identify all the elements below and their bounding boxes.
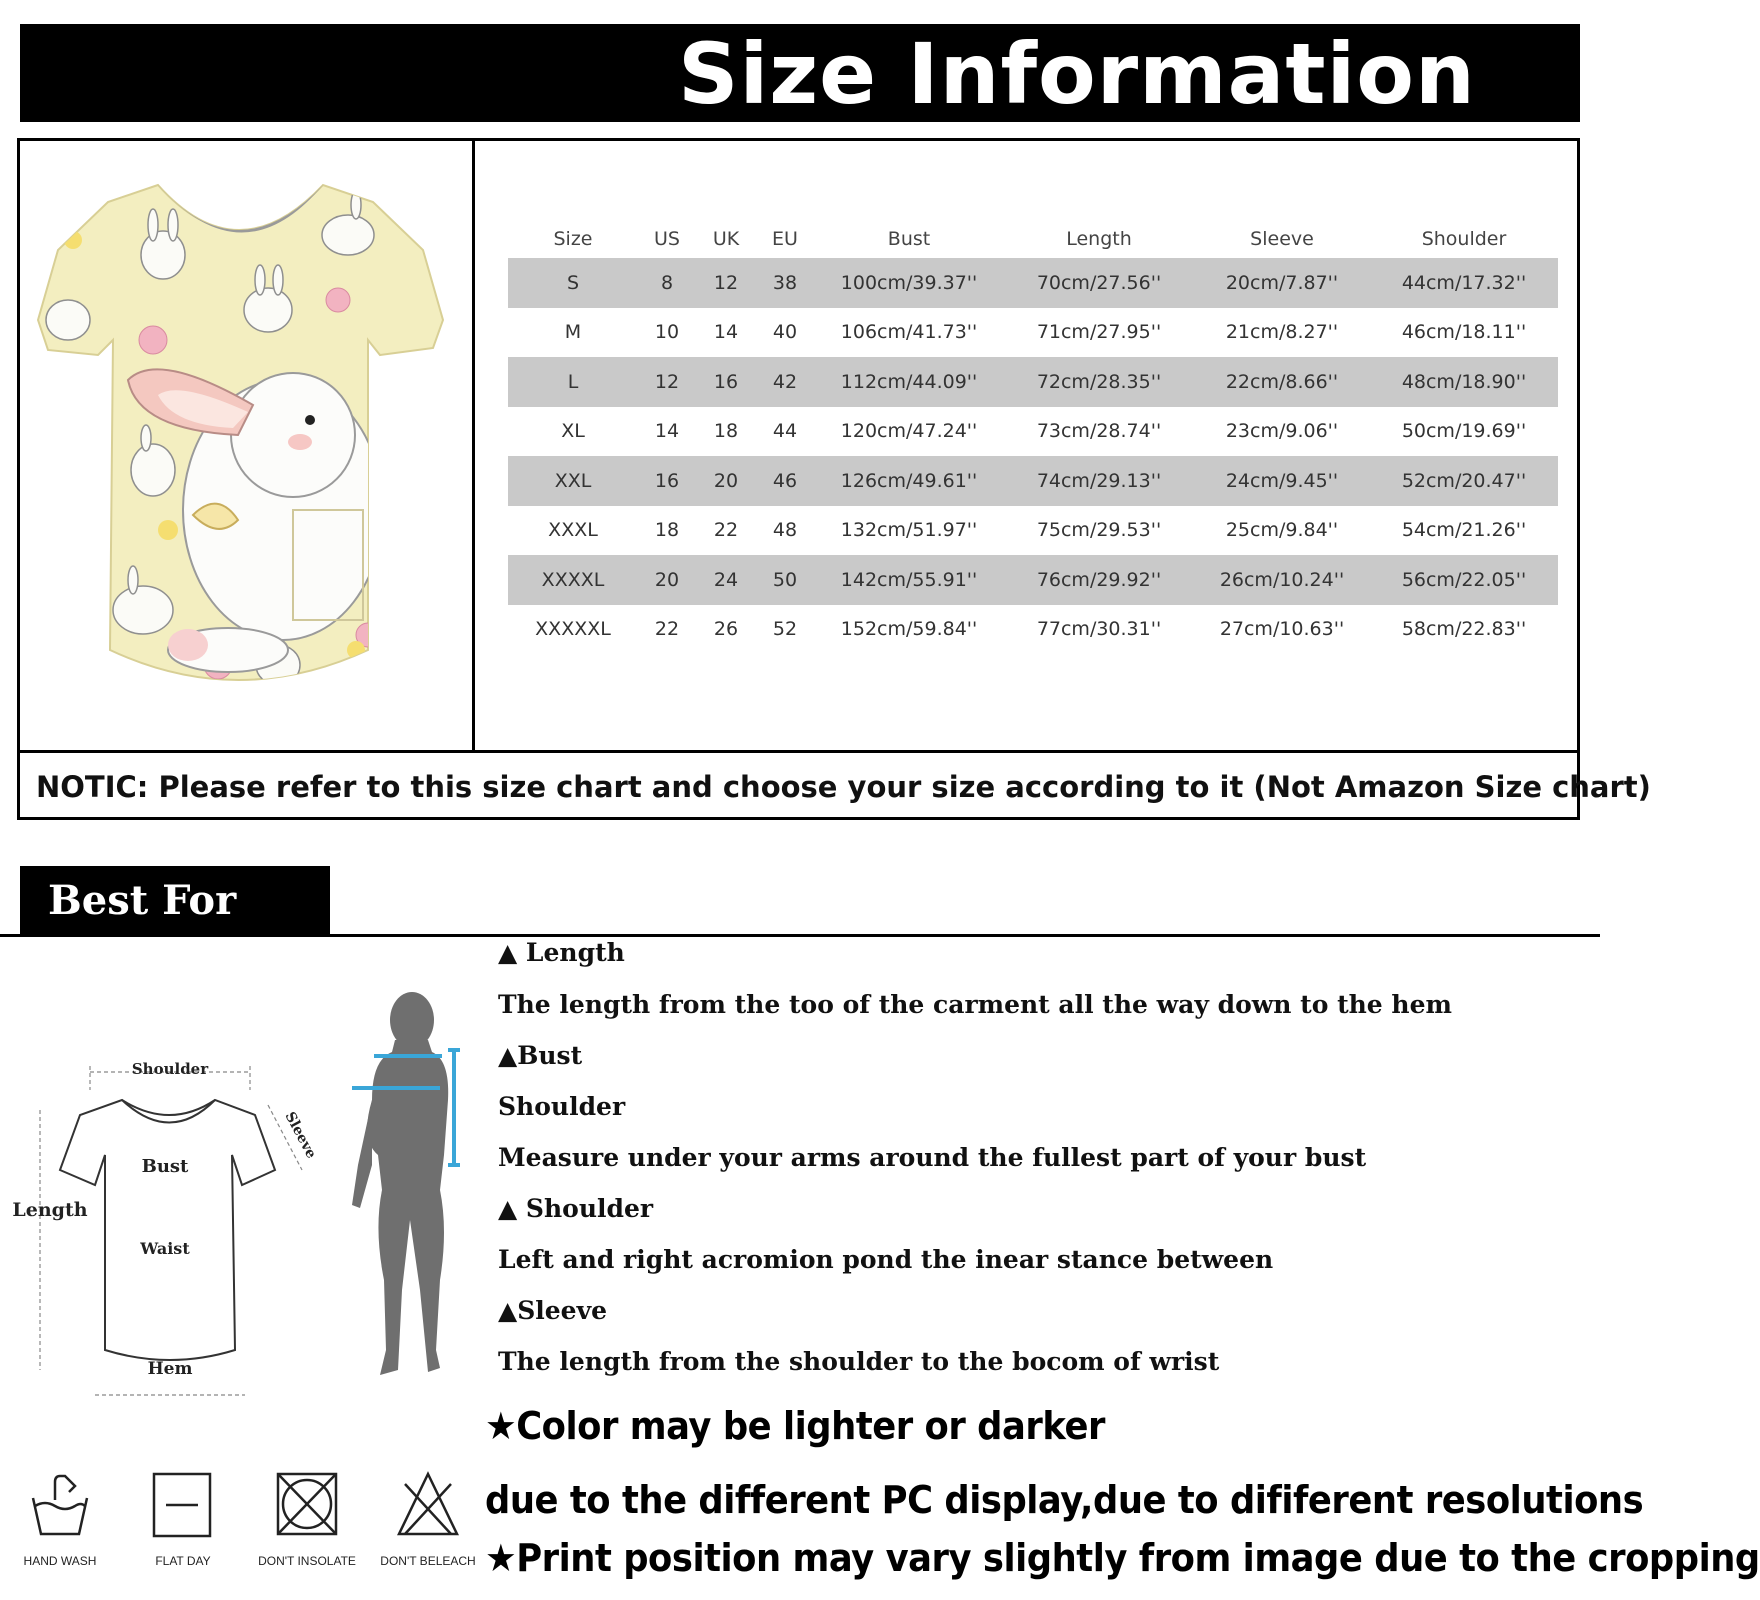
sleeve-cell: 22cm/8.66'' bbox=[1225, 370, 1339, 393]
table-row bbox=[508, 258, 1558, 308]
sleeve-cell: 25cm/9.84'' bbox=[1225, 519, 1339, 542]
column-header: Shoulder bbox=[1421, 228, 1507, 250]
column-header: UK bbox=[712, 228, 740, 250]
us-cell: 18 bbox=[654, 519, 680, 542]
desc-bust-heading: ▲Bust bbox=[498, 1041, 583, 1070]
desc-shoulder-heading: ▲ Shoulder bbox=[498, 1194, 654, 1223]
shoulder-cell: 56cm/22.05'' bbox=[1401, 568, 1527, 591]
sleeve-cell: 20cm/7.87'' bbox=[1225, 271, 1339, 294]
eu-cell: 52 bbox=[772, 618, 798, 641]
shoulder-cell: 58cm/22.83'' bbox=[1401, 618, 1527, 641]
no-tumble-dry-icon bbox=[272, 1470, 342, 1540]
us-cell: 10 bbox=[654, 321, 680, 344]
table-header-row bbox=[508, 220, 1558, 258]
best-for-you-heading: Best For You bbox=[20, 866, 330, 936]
diagram-label-shoulder: Shoulder bbox=[131, 1060, 209, 1078]
uk-cell: 14 bbox=[713, 321, 739, 344]
us-cell: 22 bbox=[654, 618, 680, 641]
eu-cell: 46 bbox=[772, 469, 798, 492]
eu-cell: 42 bbox=[772, 370, 798, 393]
length-cell: 70cm/27.56'' bbox=[1036, 271, 1162, 294]
length-cell: 72cm/28.35'' bbox=[1036, 370, 1162, 393]
shoulder-cell: 50cm/19.69'' bbox=[1401, 420, 1527, 443]
diagram-label-bust: Bust bbox=[141, 1156, 189, 1177]
desc-shoulder-label: Shoulder bbox=[498, 1092, 626, 1121]
shoulder-cell: 52cm/20.47'' bbox=[1401, 469, 1527, 492]
bust-cell: 126cm/49.61'' bbox=[840, 469, 978, 492]
desc-bust-text: Measure under your arms around the fullest part of your bust bbox=[498, 1143, 1367, 1172]
shoulder-cell: 46cm/18.11'' bbox=[1401, 321, 1527, 344]
uk-cell: 22 bbox=[713, 519, 739, 542]
size-cell: L bbox=[567, 370, 579, 393]
care-hand-wash bbox=[5, 1470, 115, 1568]
sleeve-cell: 23cm/9.06'' bbox=[1225, 420, 1339, 443]
chart-divider-vertical bbox=[472, 138, 475, 750]
size-cell: S bbox=[566, 271, 580, 294]
size-cell: XXXL bbox=[548, 519, 598, 542]
bust-cell: 142cm/55.91'' bbox=[840, 568, 978, 591]
column-header: Sleeve bbox=[1250, 228, 1314, 250]
column-header: Size bbox=[553, 228, 593, 250]
care-label: FLAT DAY bbox=[155, 1554, 211, 1568]
length-cell: 71cm/27.95'' bbox=[1036, 321, 1162, 344]
note-print-position: ★Print position may vary slightly from image due to the cropping bbox=[485, 1536, 1760, 1580]
diagram-label-waist: Waist bbox=[140, 1239, 190, 1258]
sleeve-cell: 21cm/8.27'' bbox=[1225, 321, 1339, 344]
size-cell: XXXXL bbox=[541, 568, 605, 591]
column-header: EU bbox=[772, 228, 798, 250]
eu-cell: 40 bbox=[772, 321, 798, 344]
bust-cell: 106cm/41.73'' bbox=[840, 321, 978, 344]
sleeve-cell: 26cm/10.24'' bbox=[1219, 568, 1345, 591]
sleeve-cell: 24cm/9.45'' bbox=[1225, 469, 1339, 492]
uk-cell: 12 bbox=[713, 271, 739, 294]
bust-cell: 100cm/39.37'' bbox=[840, 271, 978, 294]
product-shirt-image bbox=[38, 180, 458, 720]
uk-cell: 26 bbox=[713, 618, 739, 641]
flat-dry-icon bbox=[148, 1470, 218, 1540]
eu-cell: 50 bbox=[772, 568, 798, 591]
size-cell: M bbox=[564, 321, 582, 344]
column-header: US bbox=[654, 228, 680, 250]
column-header: Length bbox=[1066, 228, 1132, 250]
us-cell: 8 bbox=[660, 271, 674, 294]
diagram-label-sleeve: Sleeve bbox=[281, 1109, 320, 1162]
desc-sleeve-heading: ▲Sleeve bbox=[498, 1296, 608, 1325]
chart-divider-horizontal bbox=[17, 750, 1580, 753]
diagram-label-hem: Hem bbox=[147, 1359, 193, 1379]
table-row bbox=[508, 308, 1558, 358]
us-cell: 16 bbox=[654, 469, 680, 492]
note-color: ★Color may be lighter or darker bbox=[485, 1404, 1105, 1448]
table-row bbox=[508, 605, 1558, 655]
uk-cell: 16 bbox=[713, 370, 739, 393]
hand-wash-icon bbox=[25, 1470, 95, 1540]
length-cell: 77cm/30.31'' bbox=[1036, 618, 1162, 641]
uk-cell: 18 bbox=[713, 420, 739, 443]
page-title: Size Information bbox=[678, 25, 1476, 123]
care-label: HAND WASH bbox=[23, 1554, 97, 1568]
eu-cell: 44 bbox=[772, 420, 798, 443]
table-row bbox=[508, 407, 1558, 457]
table-row bbox=[508, 506, 1558, 556]
bust-cell: 132cm/51.97'' bbox=[840, 519, 978, 542]
care-label: DON'T INSOLATE bbox=[258, 1554, 356, 1568]
no-bleach-icon bbox=[393, 1470, 463, 1540]
size-cell: XL bbox=[561, 420, 585, 443]
body-silhouette-image bbox=[340, 990, 480, 1410]
table-row bbox=[508, 555, 1558, 605]
desc-length-heading: ▲ Length bbox=[498, 938, 625, 967]
table-row bbox=[508, 357, 1558, 407]
bust-cell: 112cm/44.09'' bbox=[840, 370, 978, 393]
eu-cell: 38 bbox=[772, 271, 798, 294]
size-cell: XXXXXL bbox=[535, 618, 611, 641]
shoulder-cell: 44cm/17.32'' bbox=[1401, 271, 1527, 294]
care-label: DON'T BELEACH bbox=[380, 1554, 476, 1568]
shoulder-cell: 54cm/21.26'' bbox=[1401, 519, 1527, 542]
us-cell: 14 bbox=[654, 420, 680, 443]
shoulder-cell: 48cm/18.90'' bbox=[1401, 370, 1527, 393]
us-cell: 20 bbox=[654, 568, 680, 591]
care-flat-dry bbox=[128, 1470, 238, 1568]
uk-cell: 20 bbox=[713, 469, 739, 492]
bust-cell: 152cm/59.84'' bbox=[840, 618, 978, 641]
desc-shoulder-text: Left and right acromion pond the inear stance between bbox=[498, 1245, 1274, 1274]
length-cell: 75cm/29.53'' bbox=[1036, 519, 1162, 542]
length-cell: 74cm/29.13'' bbox=[1036, 469, 1162, 492]
note-display: due to the different PC display,due to dififerent resolutions bbox=[485, 1478, 1644, 1522]
desc-length-text: The length from the too of the carment all the way down to the hem bbox=[498, 990, 1452, 1019]
size-table bbox=[508, 220, 1558, 654]
measurement-diagram bbox=[10, 1050, 320, 1410]
column-header: Bust bbox=[887, 228, 931, 250]
length-cell: 76cm/29.92'' bbox=[1036, 568, 1162, 591]
care-no-insolate bbox=[252, 1470, 362, 1568]
table-row bbox=[508, 456, 1558, 506]
uk-cell: 24 bbox=[713, 568, 739, 591]
desc-sleeve-text: The length from the shoulder to the bocom of wrist bbox=[498, 1347, 1220, 1376]
bust-cell: 120cm/47.24'' bbox=[840, 420, 978, 443]
size-chart-notice: NOTIC: Please refer to this size chart and choose your size according to it (Not Amazon Size chart) bbox=[36, 770, 1651, 804]
size-cell: XXL bbox=[554, 469, 592, 492]
us-cell: 12 bbox=[654, 370, 680, 393]
sleeve-cell: 27cm/10.63'' bbox=[1219, 618, 1345, 641]
care-no-bleach bbox=[373, 1470, 483, 1568]
length-cell: 73cm/28.74'' bbox=[1036, 420, 1162, 443]
diagram-label-length: Length bbox=[12, 1199, 88, 1221]
section-divider bbox=[0, 934, 1600, 937]
eu-cell: 48 bbox=[772, 519, 798, 542]
